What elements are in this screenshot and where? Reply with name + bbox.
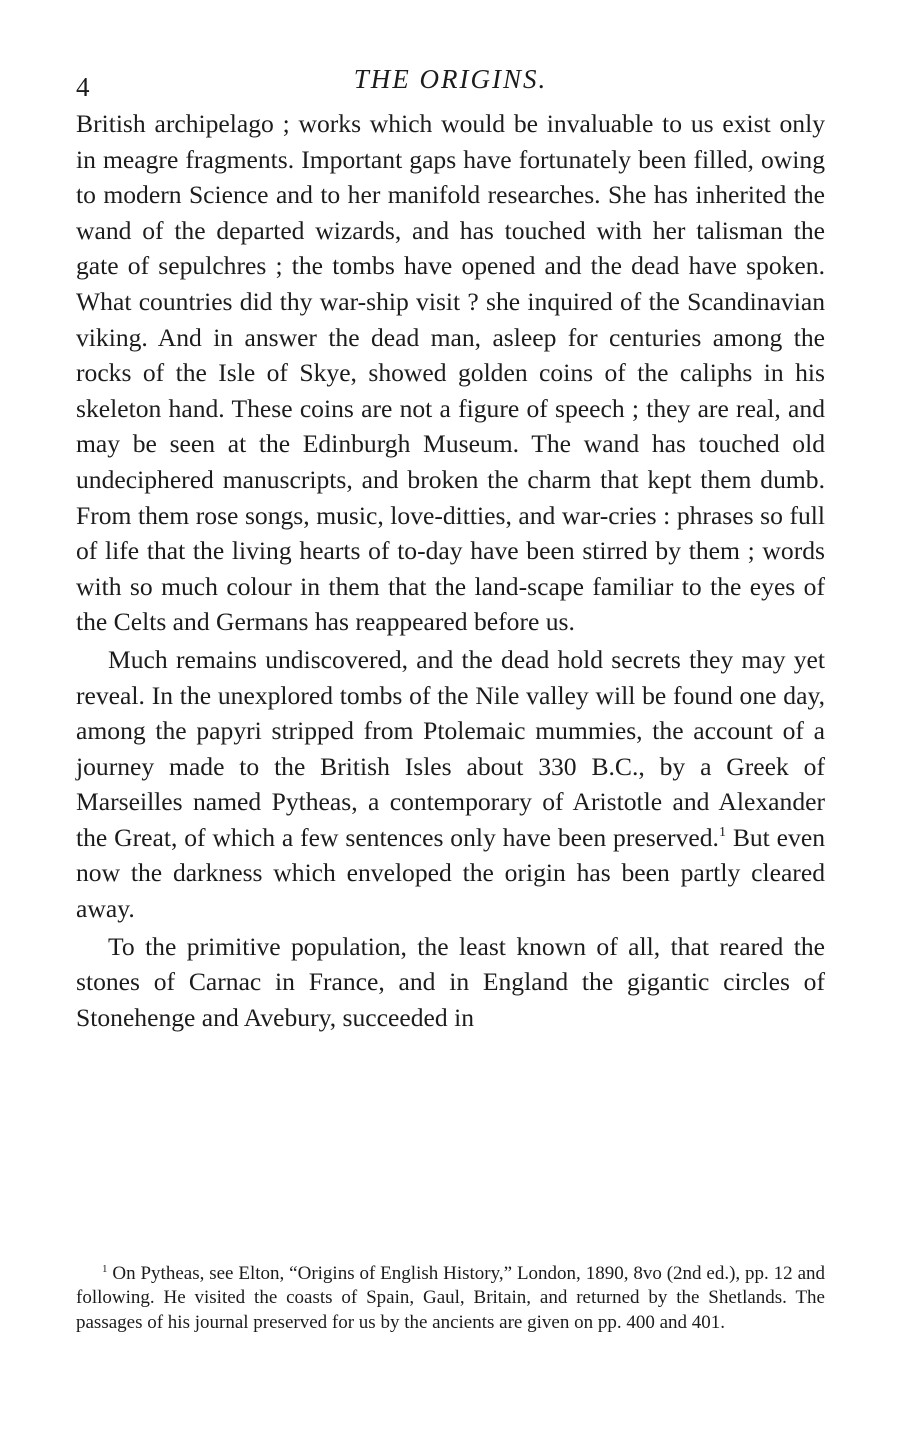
footnote-marker: 1 — [102, 1263, 108, 1275]
paragraph-2 — [76, 642, 825, 927]
footnote-text: On Pytheas, see Elton, “Origins of English History,” London, 1890, 8vo (2nd ed.), pp. 12 and following. He visited the coasts of Spain, Gaul, Britain, and returned by the Shetlands. The passages of his journal preserved for us by the ancients are given on pp. 400 and 401. — [76, 1263, 825, 1333]
era-abbreviation: B.C. — [591, 751, 639, 781]
paragraph-2-part-2: , by a Greek of Marseilles named Pytheas, a contemporary of Aristotle and Alexander the Great, of which a few sentences only have been preserved. — [76, 751, 825, 852]
book-page — [76, 62, 825, 1035]
paragraph-3: To the primitive population, the least known of all, that reared the stones of Carnac in France, and in England the gigantic circles of Stonehenge and Avebury, succeeded in — [76, 931, 825, 1032]
running-head-title: THE ORIGINS. — [353, 64, 548, 94]
body-text — [76, 106, 825, 1035]
paragraph-2-part-3: But even now the darkness which enveloped the origin has been partly cleared away. — [76, 822, 825, 924]
footnotes — [76, 1262, 825, 1335]
footnote — [76, 1262, 825, 1335]
footnote-reference: 1 — [718, 824, 726, 840]
page-number: 4 — [76, 72, 90, 102]
running-head — [76, 62, 825, 106]
paragraph-2-part-1: Much remains undiscovered, and the dead hold secrets they may yet reveal. In the unexplored tombs of the Nile valley will be found one day, among the papyri stripped from Ptolemaic mummies, the account of a journey made to the British Isles about 330 — [76, 644, 825, 781]
paragraph-1: British archipelago ; works which would be invaluable to us exist only in meagre fragments. Important gaps have fortunately been filled, owing to modern Science and to her manifold researches. She has inherited the wand of the departed wizards, and has touched with her talisman the gate of sepulchres ; the tombs have opened and the dead have spoken. What countries did thy war-ship visit ? she inquired of the Scandinavian viking. And in answer the dead man, asleep for centuries among the rocks of the Isle of Skye, showed golden coins of the caliphs in his skeleton hand. These coins are not a figure of speech ; they are real, and may be seen at the Edinburgh Museum. The wand has touched old undeciphered manuscripts, and broken the charm that kept them dumb. From them rose songs, music, love-ditties, and war-cries : phrases so full of life that the living hearts of to-day have been stirred by them ; words with so much colour in them that the land-scape familiar to the eyes of the Celts and Germans has reappeared before us. — [76, 109, 825, 637]
